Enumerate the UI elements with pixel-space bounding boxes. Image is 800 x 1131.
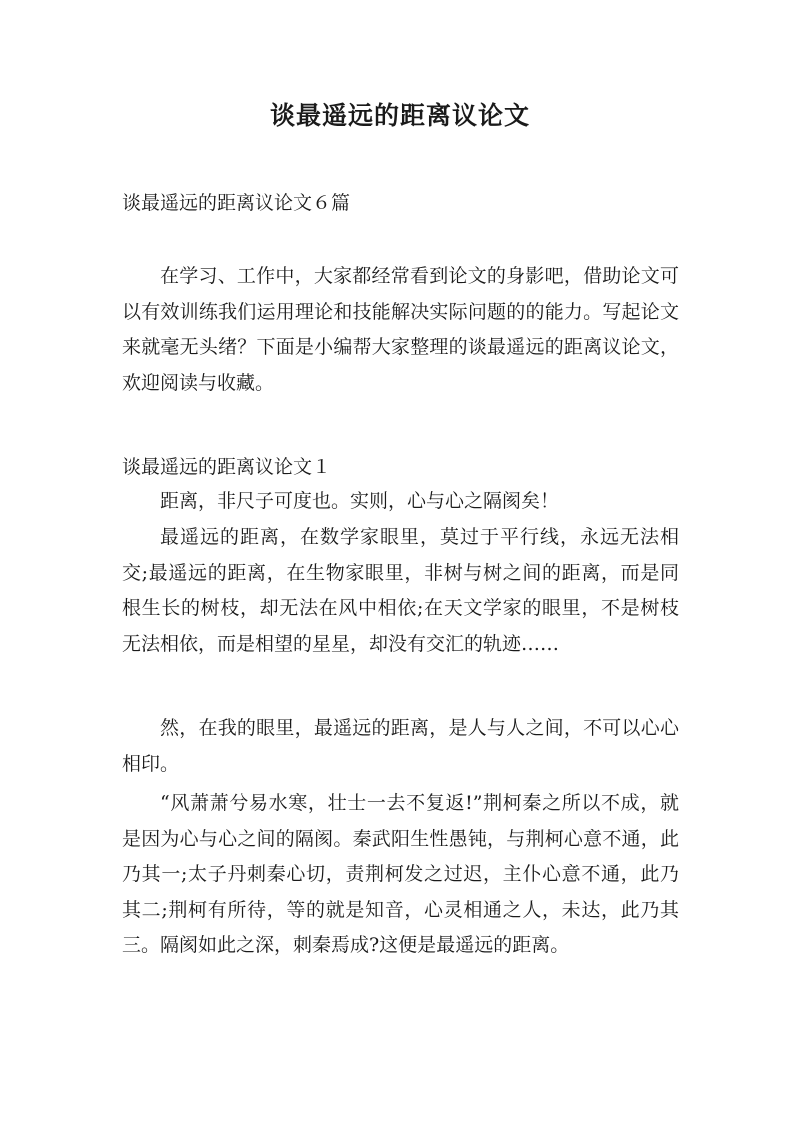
body-paragraph: “风萧萧兮易水寒，壮士一去不复返!”荆柯秦之所以不成，就是因为心与心之间的隔阂。秦武阳生性愚钝，与荆柯心意不通，此乃其一;太子丹刺秦心切，责荆柯发之过迟，主仆心意不通，此乃其二;荆柯有所待，等的就是知音，心灵相通之人，未达，此乃其三。隔阂如此之深，刺秦焉成?这便是最遥远的距离。 [122,792,679,957]
section-heading: 谈最遥远的距离议论文１ [122,456,332,478]
body-paragraph: 然，在我的眼里，最遥远的距离，是人与人之间，不可以心心相印。 [122,717,679,775]
intro-paragraph: 在学习、工作中，大家都经常看到论文的身影吧，借助论文可以有效训练我们运用理论和技能解决实际问题的的能力。写起论文来就毫无头绪？下面是小编帮大家整理的谈最遥远的距离议论文，欢迎阅读与收藏。 [122,265,679,394]
body-paragraph: 距离，非尺子可度也。实则，心与心之隔阂矣！ [160,490,560,512]
document-title: 谈最遥远的距离议论文 [269,101,530,130]
document-subtitle: 谈最遥远的距离议论文６篇 [122,192,351,214]
body-paragraph: 最遥远的距离，在数学家眼里，莫过于平行线，永远无法相交;最遥远的距离，在生物家眼里，非树与树之间的距离，而是同根生长的树枝，却无法在风中相依;在天文学家的眼里，不是树枝无法相依，而是相望的星星，却没有交汇的轨迹…… [122,526,679,655]
